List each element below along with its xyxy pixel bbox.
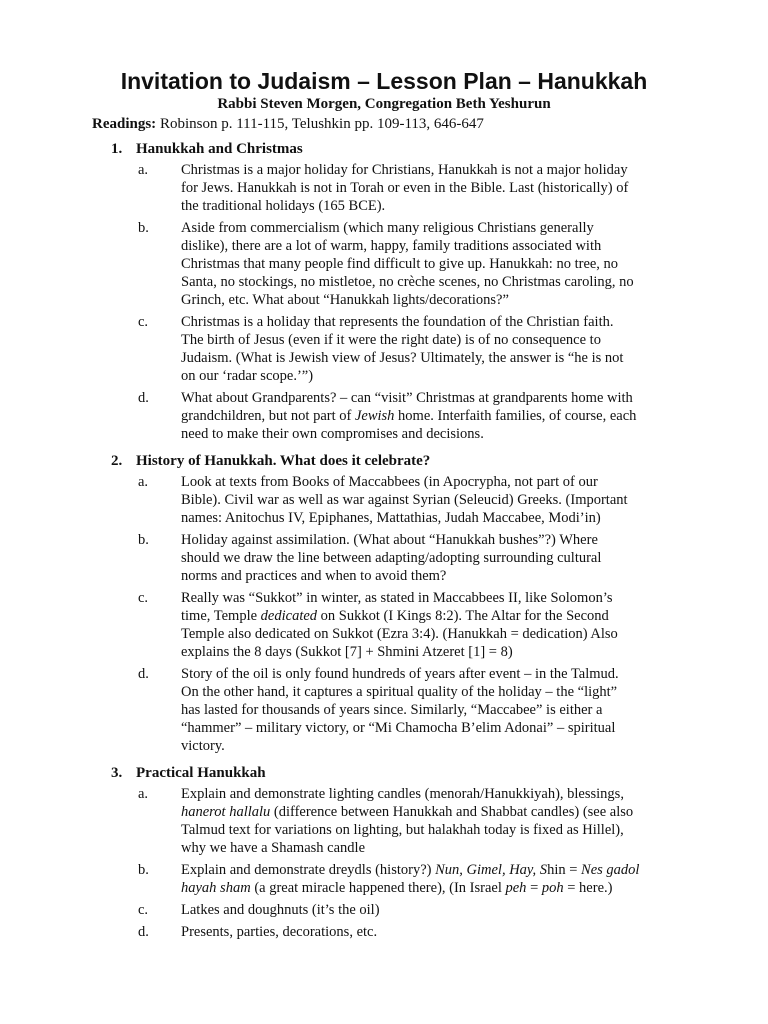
section-2 — [0, 451, 768, 761]
item-line — [181, 255, 661, 273]
item-letter: a. — [138, 162, 149, 178]
text-run: norms and practices and when to avoid them? — [181, 568, 447, 584]
item-text — [181, 219, 661, 309]
text-run: The birth of Jesus (even if it were the right date) is of no consequence to — [181, 332, 601, 348]
text-run: names: Anitochus IV, Epiphanes, Mattathias, Judah Maccabee, Modi’in) — [181, 510, 601, 526]
list-item — [0, 923, 768, 941]
item-letter: d. — [138, 924, 149, 940]
item-line — [181, 589, 661, 607]
text-run: Look at texts from Books of Maccabbees (in Apocrypha, not part of our — [181, 474, 598, 490]
section-spacer — [0, 447, 768, 449]
item-letter: b. — [138, 220, 149, 236]
list-item — [0, 473, 768, 527]
text-run: Temple also dedicated on Sukkot (Ezra 3:4). (Hanukkah = dedication) Also — [181, 626, 618, 642]
text-run: Judaism. (What is Jewish view of Jesus? Ultimately, the answer is “he is not — [181, 350, 624, 366]
text-run: Santa, no stockings, no mistletoe, no crèche scenes, no Christmas caroling, no — [181, 274, 634, 290]
text-run: Christmas is a holiday that represents the foundation of the Christian faith. — [181, 314, 614, 330]
section-heading — [0, 451, 768, 473]
item-text — [181, 665, 661, 755]
text-run: Latkes and doughnuts (it’s the oil) — [181, 902, 380, 918]
item-line — [181, 491, 661, 509]
item-line — [181, 879, 661, 897]
item-text — [181, 161, 661, 215]
item-letter: c. — [138, 314, 149, 330]
text-run: on Sukkot (I Kings 8:2). The Altar for the Second — [317, 608, 609, 624]
item-line — [181, 701, 661, 719]
italic-text: Nun, Gimel, Hay, S — [435, 862, 548, 878]
item-line — [181, 665, 661, 683]
text-run: explains the 8 days (Sukkot [7] + Shmini Atzeret [1] = 8) — [181, 644, 513, 660]
text-run: On the other hand, it captures a spiritual quality of the holiday – the “light” — [181, 684, 618, 700]
section-heading-text: Hanukkah and Christmas — [136, 141, 303, 157]
item-letter: c. — [138, 902, 149, 918]
list-item — [0, 219, 768, 309]
section-heading-text: Practical Hanukkah — [136, 765, 266, 781]
item-letter: a. — [138, 474, 149, 490]
list-item — [0, 161, 768, 215]
item-line — [181, 237, 661, 255]
document-subtitle: Rabbi Steven Morgen, Congregation Beth Yeshurun — [217, 96, 551, 112]
italic-text: peh — [505, 880, 527, 896]
text-run: on our ‘radar scope.’”) — [181, 368, 314, 384]
text-run: Holiday against assimilation. (What about “Hanukkah bushes”?) Where — [181, 532, 598, 548]
text-run: Christmas is a major holiday for Christians, Hanukkah is not a major holiday — [181, 162, 628, 178]
text-run: Talmud text for variations on lighting, but halakhah today is fixed as Hillel), — [181, 822, 624, 838]
section-heading-text: History of Hanukkah. What does it celebrate? — [136, 453, 431, 469]
item-line — [181, 331, 661, 349]
item-letter: b. — [138, 862, 149, 878]
list-item — [0, 389, 768, 443]
text-run: What about Grandparents? – can “visit” Christmas at grandparents home with — [181, 390, 633, 406]
item-text — [181, 589, 661, 661]
item-line — [181, 273, 661, 291]
section-1 — [0, 139, 768, 449]
italic-text: hanerot hallalu — [181, 804, 271, 820]
text-run: (a great miracle happened there), (In Israel — [250, 880, 506, 896]
item-line — [181, 161, 661, 179]
text-run: need to make their own compromises and decisions. — [181, 426, 484, 442]
text-run: should we draw the line between adapting/adopting surrounding cultural — [181, 550, 602, 566]
lesson-sections — [0, 137, 768, 947]
readings-text: Robinson p. 111-115, Telushkin pp. 109-113, 646-647 — [156, 116, 484, 132]
list-item — [0, 589, 768, 661]
item-text — [181, 861, 661, 897]
section-number: 2. — [111, 453, 123, 469]
item-line — [181, 719, 661, 737]
text-run: Bible). Civil war as well as war against Syrian (Seleucid) Greeks. (Important — [181, 492, 628, 508]
item-line — [181, 901, 661, 919]
item-line — [181, 367, 661, 385]
text-run: victory. — [181, 738, 225, 754]
section-number: 3. — [111, 765, 123, 781]
text-run: (difference between Hanukkah and Shabbat candles) (see also — [270, 804, 634, 820]
document-title: Invitation to Judaism – Lesson Plan – Hanukkah — [120, 68, 648, 94]
item-line — [181, 425, 661, 443]
text-run: home. Interfaith families, of course, each — [394, 408, 637, 424]
item-line — [181, 531, 661, 549]
list-item — [0, 901, 768, 919]
section-number: 1. — [111, 141, 123, 157]
text-run: the traditional holidays (165 BCE). — [181, 198, 386, 214]
text-run: Christmas that many people find difficult to give up. Hanukkah: no tree, no — [181, 256, 619, 272]
list-item — [0, 531, 768, 585]
item-text — [181, 531, 661, 585]
item-line — [181, 549, 661, 567]
item-line — [181, 509, 661, 527]
item-text — [181, 313, 661, 385]
list-item — [0, 313, 768, 385]
item-line — [181, 473, 661, 491]
italic-text: poh — [541, 880, 564, 896]
text-run: dislike), there are a lot of warm, happy, family traditions associated with — [181, 238, 602, 254]
text-run: time, Temple — [181, 608, 261, 624]
item-line — [181, 625, 661, 643]
item-line — [181, 785, 661, 803]
item-text — [181, 389, 661, 443]
text-run: = — [526, 880, 542, 896]
item-line — [181, 349, 661, 367]
item-letter: c. — [138, 590, 149, 606]
italic-text: Jewish — [354, 408, 395, 424]
section-heading — [0, 763, 768, 785]
section-spacer — [0, 759, 768, 761]
italic-text: Nes gadol — [581, 862, 640, 878]
item-line — [181, 643, 661, 661]
item-line — [181, 313, 661, 331]
text-run: Explain and demonstrate lighting candles (menorah/Hanukkiyah), blessings, — [181, 786, 624, 802]
text-run: = here.) — [563, 880, 613, 896]
item-line — [181, 923, 661, 941]
item-text — [181, 785, 661, 857]
text-run: Explain and demonstrate dreydls (history?) — [181, 862, 436, 878]
text-run: “hammer” – military victory, or “Mi Chamocha B’elim Adonai” – spiritual — [181, 720, 616, 736]
item-line — [181, 219, 661, 237]
text-run: Grinch, etc. What about “Hanukkah lights/decorations?” — [181, 292, 509, 308]
item-letter: b. — [138, 532, 149, 548]
text-run: Presents, parties, decorations, etc. — [181, 924, 378, 940]
section-spacer — [0, 945, 768, 947]
section-3 — [0, 763, 768, 947]
item-letter: d. — [138, 390, 149, 406]
text-run: Really was “Sukkot” in winter, as stated in Maccabbees II, like Solomon’s — [181, 590, 613, 606]
readings-line — [92, 114, 484, 134]
section-heading — [0, 139, 768, 161]
list-item — [0, 785, 768, 857]
item-text — [181, 473, 661, 527]
item-text — [181, 901, 661, 919]
text-run: grandchildren, but not part of — [181, 408, 355, 424]
italic-text: dedicated — [260, 608, 318, 624]
item-line — [181, 861, 661, 879]
text-run: has lasted for thousands of years since. Similarly, “Maccabee” is either a — [181, 702, 603, 718]
list-item — [0, 861, 768, 897]
item-line — [181, 683, 661, 701]
italic-text: hayah sham — [181, 880, 251, 896]
item-line — [181, 407, 661, 425]
readings-label: Readings: — [92, 116, 157, 132]
item-line — [181, 179, 661, 197]
text-run: Story of the oil is only found hundreds of years after event – in the Talmud. — [181, 666, 619, 682]
item-line — [181, 839, 661, 857]
text-run: why we have a Shamash candle — [181, 840, 366, 856]
item-line — [181, 607, 661, 625]
text-run: Aside from commercialism (which many religious Christians generally — [181, 220, 594, 236]
item-line — [181, 737, 661, 755]
item-letter: a. — [138, 786, 149, 802]
list-item — [0, 665, 768, 755]
item-text — [181, 923, 661, 941]
item-line — [181, 567, 661, 585]
item-line — [181, 821, 661, 839]
item-letter: d. — [138, 666, 149, 682]
item-line — [181, 803, 661, 821]
item-line — [181, 389, 661, 407]
item-line — [181, 291, 661, 309]
text-run: hin = — [547, 862, 582, 878]
text-run: for Jews. Hanukkah is not in Torah or even in the Bible. Last (historically) of — [181, 180, 629, 196]
item-line — [181, 197, 661, 215]
